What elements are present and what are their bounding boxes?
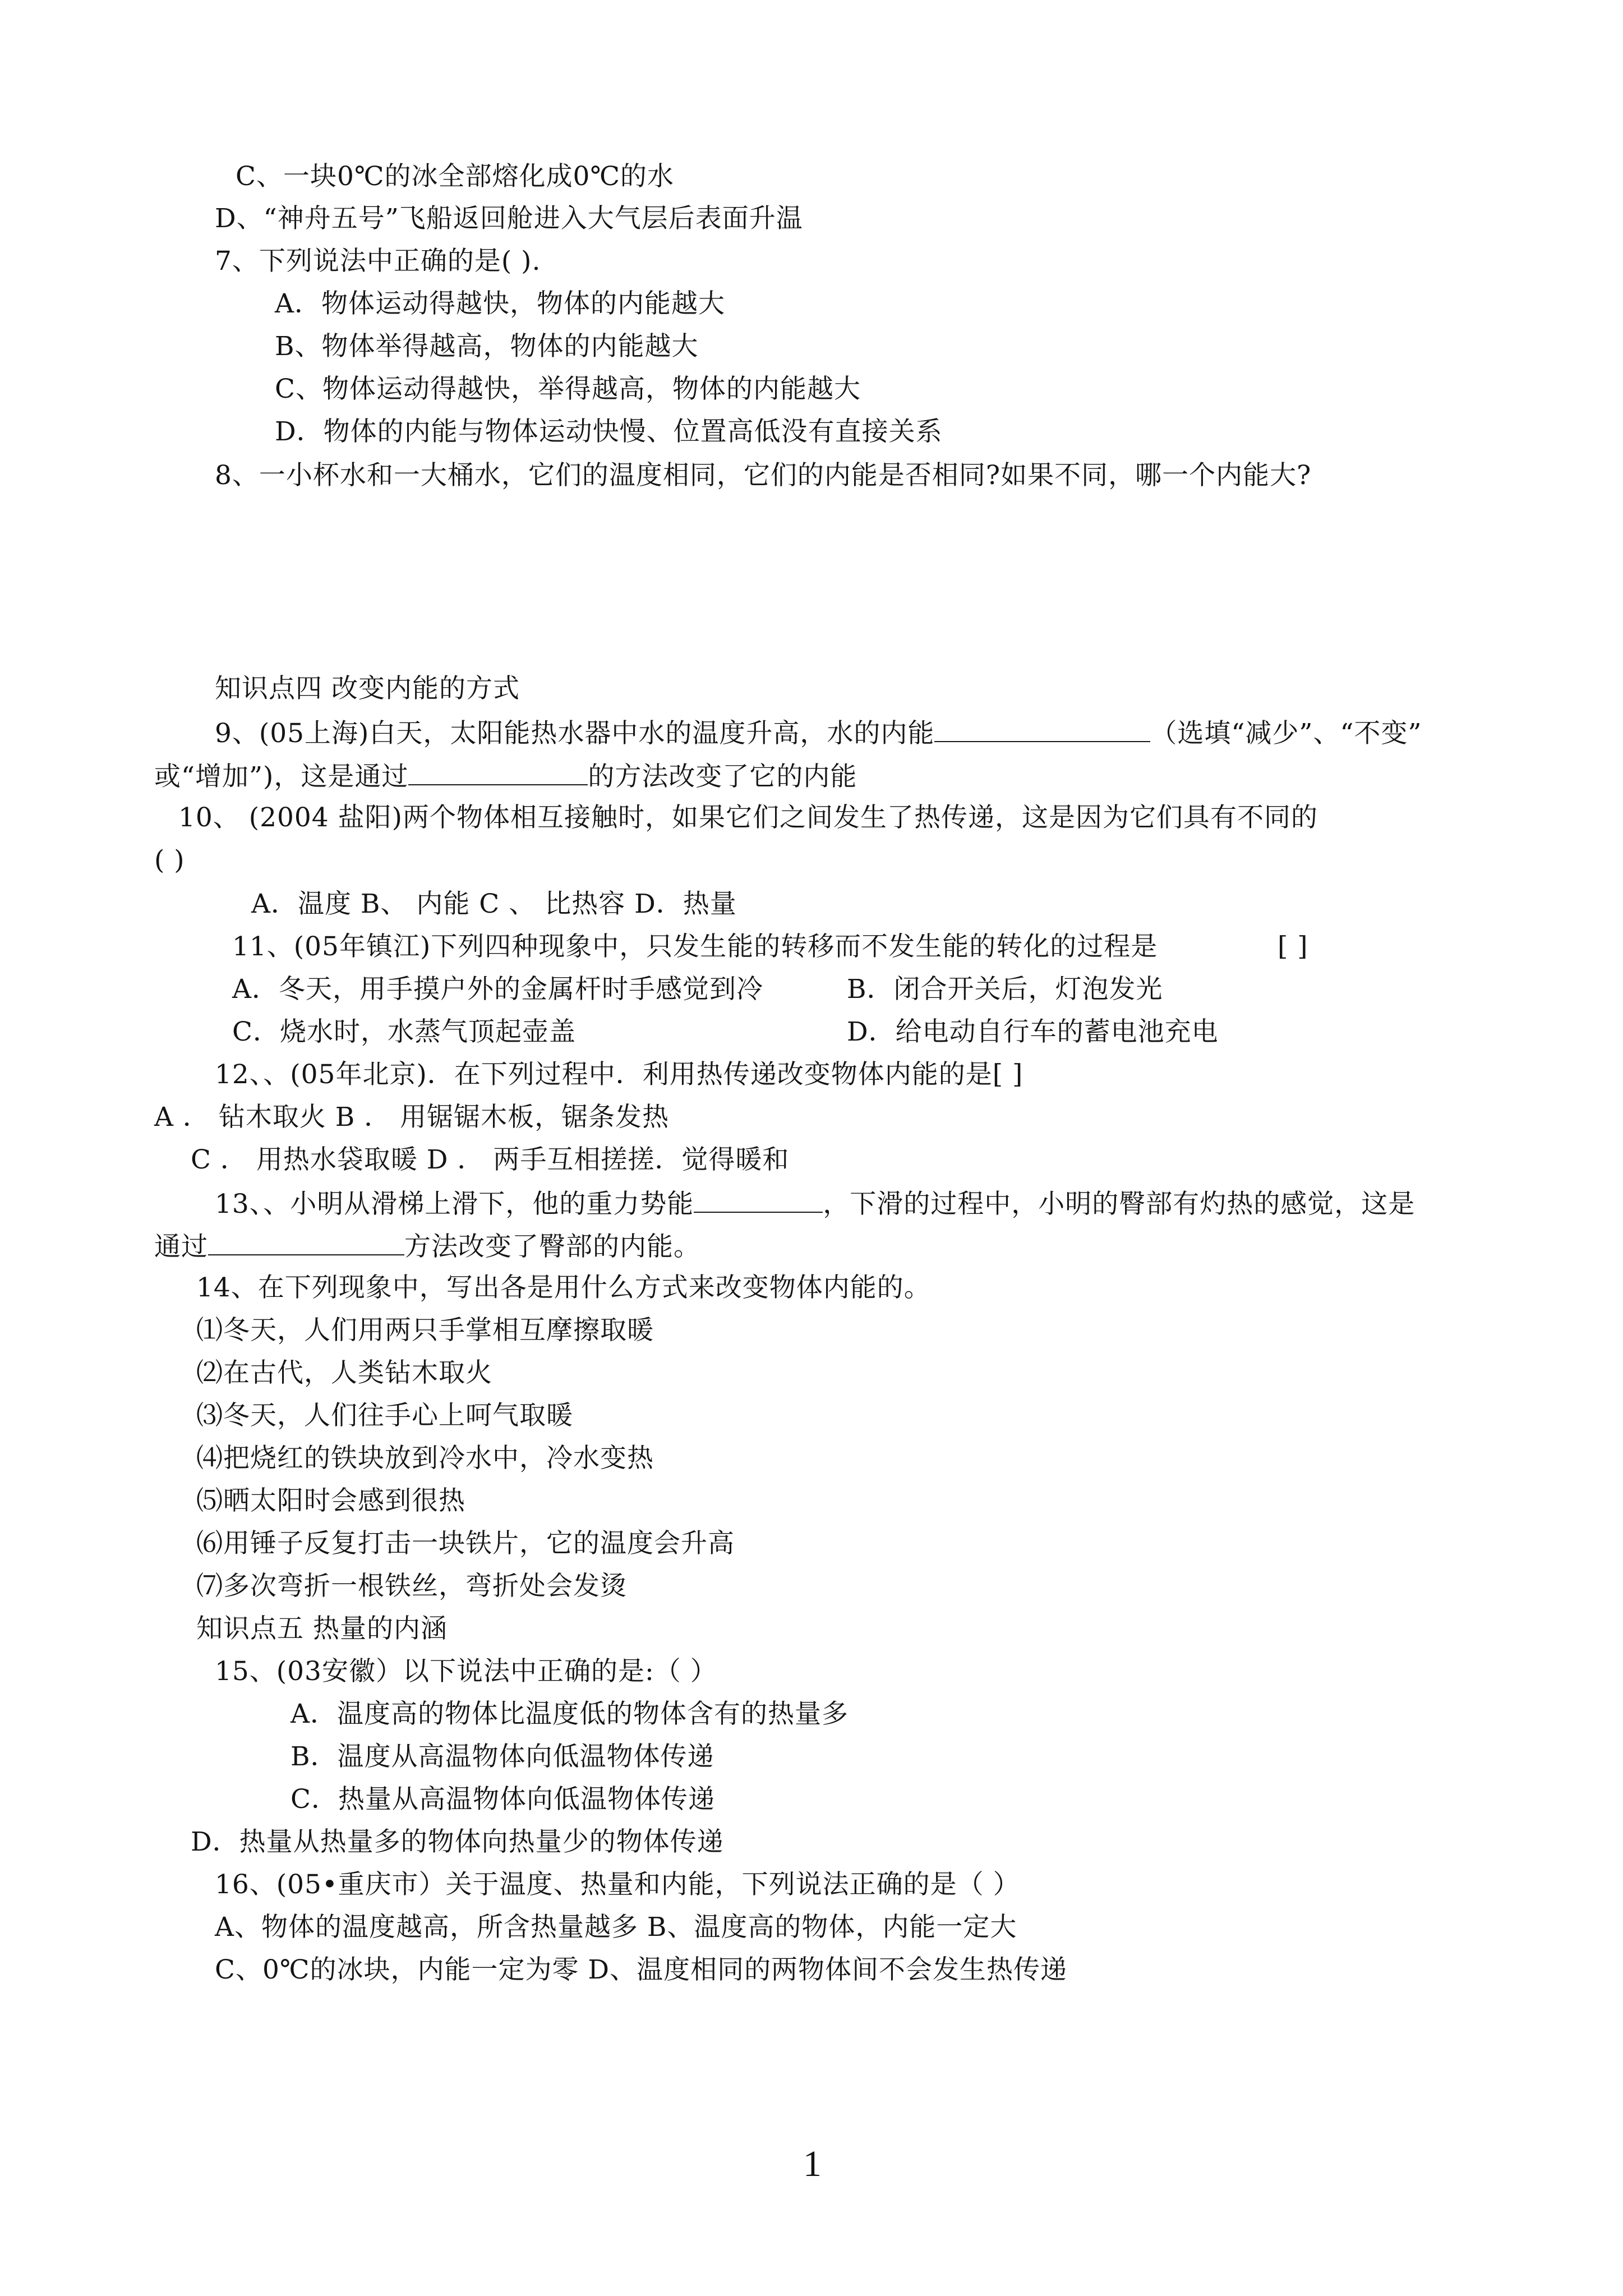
q9-text-a: 9、(05上海)白天，太阳能热水器中水的温度升高，水的内能 [215, 718, 935, 749]
answer-blank [934, 715, 1150, 742]
q14-item-4: ⑷把烧红的铁块放到冷水中，冷水变热 [196, 1443, 654, 1474]
q8-stem: 8、一小杯水和一大桶水，它们的温度相同，它们的内能是否相同?如果不同，哪一个内能大? [215, 460, 1312, 491]
page-number: 1 [803, 2143, 822, 2184]
q15-option-c: C．热量从高温物体向低温物体传递 [291, 1784, 715, 1815]
q14-item-3: ⑶冬天，人们往手心上呵气取暖 [196, 1400, 573, 1431]
q9-text-b: （选填“减少”、“不变” [1150, 718, 1422, 749]
section-heading-5: 知识点五 热量的内涵 [196, 1613, 448, 1644]
answer-blank [408, 758, 588, 785]
q12-options-cd: C ． 用热水袋取暖 D ． 两手互相搓搓．觉得暖和 [191, 1144, 790, 1175]
q16-stem: 16、(05•重庆市）关于温度、热量和内能，下列说法正确的是（ ） [215, 1869, 1020, 1900]
q7-stem: 7、下列说法中正确的是( ). [215, 246, 541, 277]
q12-stem: 12、、(05年北京)．在下列过程中．利用热传递改变物体内能的是[ ] [215, 1059, 1023, 1090]
q7-option-d: D．物体的内能与物体运动快慢、位置高低没有直接关系 [275, 416, 943, 447]
q10-bracket: ( ) [154, 845, 185, 876]
q15-option-d: D．热量从热量多的物体向热量少的物体传递 [191, 1826, 724, 1857]
q13-line-1 [215, 1186, 1415, 1221]
q11-option-d: D．给电动自行车的蓄电池充电 [847, 1016, 1219, 1047]
q13-line-2 [154, 1228, 700, 1264]
q14-stem: 14、在下列现象中，写出各是用什么方式来改变物体内能的。 [196, 1272, 931, 1303]
q11-option-a: A．冬天，用手摸户外的金属杆时手感觉到冷 [232, 974, 763, 1005]
q15-option-b: B．温度从高温物体向低温物体传递 [291, 1741, 714, 1772]
q10-stem: 10、 (2004 盐阳)两个物体相互接触时，如果它们之间发生了热传递，这是因为它们具有不同的 [178, 802, 1318, 833]
q11-option-b: B．闭合开关后，灯泡发光 [847, 974, 1163, 1005]
q7-option-b: B、物体举得越高，物体的内能越大 [275, 331, 699, 362]
q14-item-5: ⑸晒太阳时会感到很热 [196, 1485, 465, 1516]
section-heading-4: 知识点四 改变内能的方式 [215, 673, 520, 704]
q6-option-c: C、一块0℃的冰全部熔化成0℃的水 [236, 161, 674, 192]
q9-text-d: 的方法改变了它的内能 [588, 761, 857, 792]
q13-text-d: 方法改变了臀部的内能。 [404, 1231, 700, 1262]
answer-blank [208, 1228, 404, 1255]
q16-options-cd: C、0℃的冰块，内能一定为零 D、温度相同的两物体间不会发生热传递 [215, 1954, 1068, 1985]
q7-option-a: A．物体运动得越快，物体的内能越大 [275, 288, 725, 319]
q15-option-a: A．温度高的物体比温度低的物体含有的热量多 [291, 1699, 849, 1729]
q16-options-ab: A、物体的温度越高，所含热量越多 B、温度高的物体，内能一定大 [215, 1912, 1017, 1943]
q14-item-2: ⑵在古代，人类钻木取火 [196, 1358, 492, 1388]
q7-option-c: C、物体运动得越快，举得越高，物体的内能越大 [275, 374, 861, 404]
q9-line-2 [154, 758, 857, 794]
q6-option-d: D、“神舟五号”飞船返回舱进入大气层后表面升温 [215, 203, 803, 234]
q13-text-a: 13、、小明从滑梯上滑下，他的重力势能 [215, 1189, 694, 1220]
q11-stem [232, 930, 1158, 964]
q11-option-c: C．烧水时，水蒸气顶起壶盖 [232, 1016, 576, 1047]
q15-stem: 15、(03安徽）以下说法中正确的是:（ ） [215, 1656, 717, 1687]
answer-blank [694, 1186, 823, 1213]
q9-text-c: 或“增加”)，这是通过 [154, 761, 409, 792]
q12-options-ab: A ． 钻木取火 B ． 用锯锯木板，锯条发热 [154, 1102, 670, 1133]
q13-text-b: ，下滑的过程中，小明的臀部有灼热的感觉，这是 [823, 1189, 1415, 1220]
q14-item-7: ⑺多次弯折一根铁丝，弯折处会发烫 [196, 1571, 627, 1602]
q10-options: A．温度 B、 内能 C 、 比热容 D．热量 [251, 889, 737, 919]
q11-bracket: [ ] [1278, 931, 1308, 962]
q13-text-c: 通过 [154, 1231, 208, 1262]
q11-text: 11、(05年镇江)下列四种现象中，只发生能的转移而不发生能的转化的过程是 [232, 931, 1158, 962]
q9-line-1 [215, 715, 1422, 751]
q14-item-6: ⑹用锤子反复打击一块铁片，它的温度会升高 [196, 1528, 735, 1559]
q14-item-1: ⑴冬天，人们用两只手掌相互摩擦取暖 [196, 1315, 654, 1346]
